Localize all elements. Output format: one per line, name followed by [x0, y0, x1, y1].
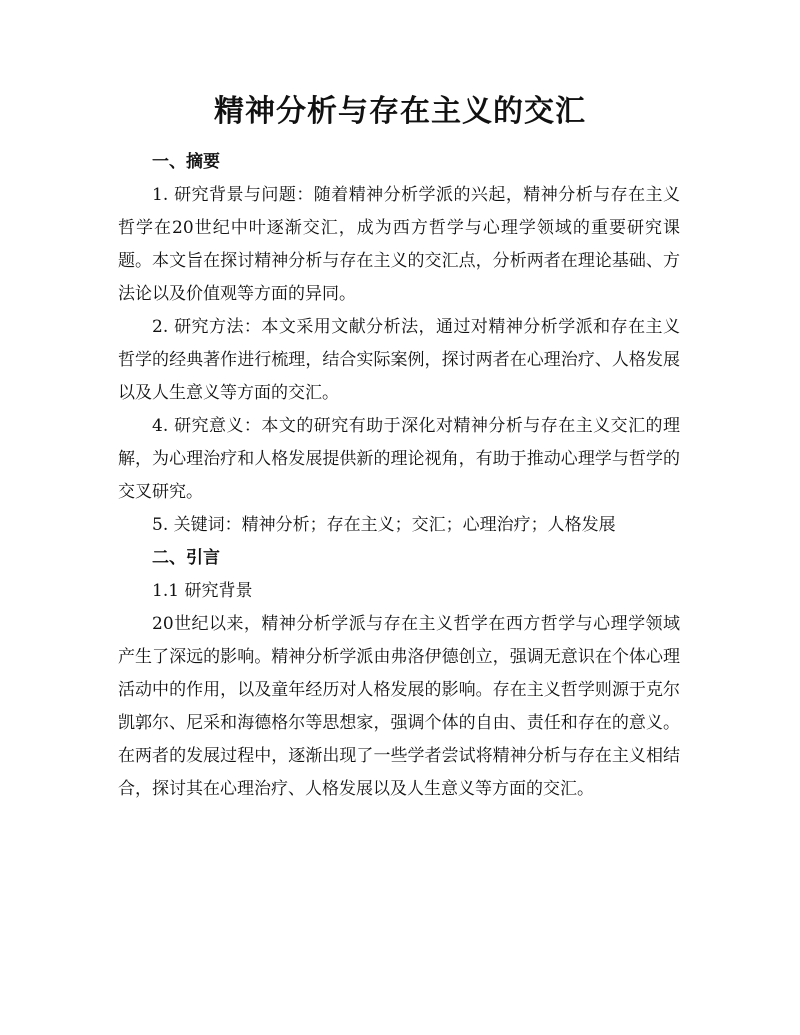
abstract-item-background: 1. 研究背景与问题：随着精神分析学派的兴起，精神分析与存在主义哲学在20世纪中叶逐渐交汇，成为西方哲学与心理学领域的重要研究课题。本文旨在探讨精神分析与存在主义的交汇点，分析两者在理论基础、方法论以及价值观等方面的异同。 [118, 185, 680, 304]
section-heading-abstract: 一、摘要 [152, 152, 220, 172]
subsection-heading-background: 1.1 研究背景 [152, 581, 253, 601]
abstract-item-keywords: 5. 关键词：精神分析；存在主义；交汇；心理治疗；人格发展 [152, 515, 616, 535]
abstract-item-method: 2. 研究方法：本文采用文献分析法，通过对精神分析学派和存在主义哲学的经典著作进行梳理，结合实际案例，探讨两者在心理治疗、人格发展以及人生意义等方面的交汇。 [118, 317, 680, 403]
section-heading-introduction: 二、引言 [152, 548, 220, 568]
document-body [118, 146, 680, 806]
abstract-item-significance: 4. 研究意义：本文的研究有助于深化对精神分析与存在主义交汇的理解，为心理治疗和人格发展提供新的理论视角，有助于推动心理学与哲学的交叉研究。 [118, 416, 680, 502]
document-title: 精神分析与存在主义的交汇 [214, 94, 586, 129]
introduction-paragraph: 20世纪以来，精神分析学派与存在主义哲学在西方哲学与心理学领域产生了深远的影响。精神分析学派由弗洛伊德创立，强调无意识在个体心理活动中的作用，以及童年经历对人格发展的影响。存在主义哲学则源于克尔凯郭尔、尼采和海德格尔等思想家，强调个体的自由、责任和存在的意义。在两者的发展过程中，逐渐出现了一些学者尝试将精神分析与存在主义相结合，探讨其在心理治疗、人格发展以及人生意义等方面的交汇。 [118, 614, 680, 799]
